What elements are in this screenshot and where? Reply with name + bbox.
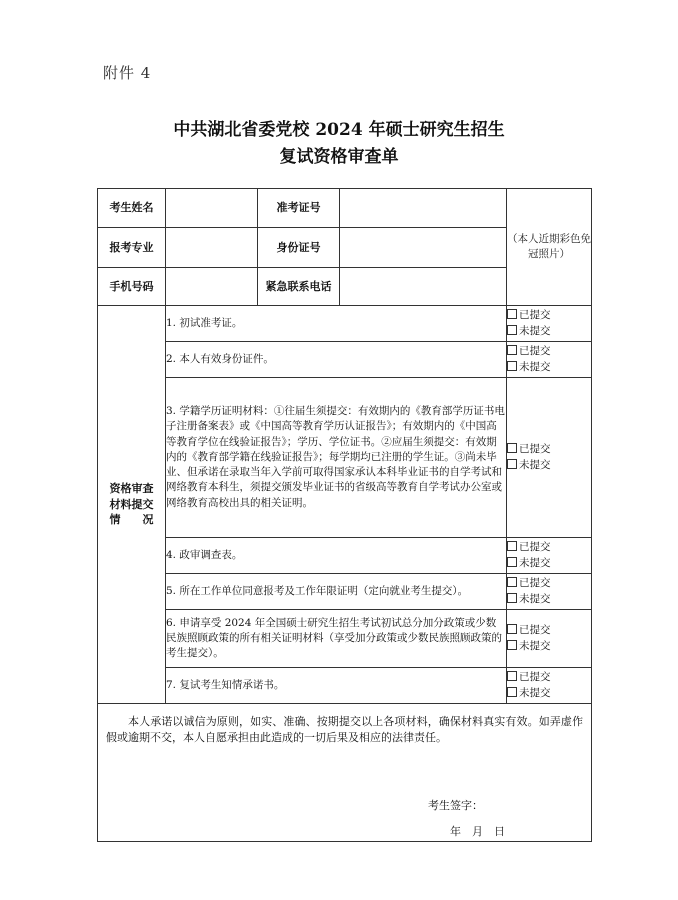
material-item: 2. 本人有效身份证件。 <box>166 342 507 378</box>
checkbox-icon[interactable] <box>507 325 517 335</box>
major-field[interactable] <box>166 228 258 268</box>
checkbox-icon[interactable] <box>507 687 517 697</box>
not-submitted-option[interactable] <box>507 458 591 473</box>
pledge-text: 本人承诺以诚信为原则，如实、准确、按期提交以上各项材料，确保材料真实有效。如弄虚作假或逾期不交，本人自愿承担由此造成的一切后果及相应的法律责任。 <box>106 715 583 744</box>
submitted-label: 已提交 <box>519 541 551 554</box>
name-label: 考生姓名 <box>98 189 166 228</box>
not-submitted-option[interactable] <box>507 556 591 571</box>
signature-label: 考生签字： <box>428 799 483 812</box>
material-item: 1. 初试准考证。 <box>166 306 507 342</box>
material-item: 3. 学籍学历证明材料：①往届生须提交：有效期内的《教育部学历证书电子注册备案表》或《中国高等教育学历认证报告》；有效期内的《中国高等教育学位在线验证报告》；学历、学位证书。②应届生须提交：有效期内的《教育部学籍在线验证报告》；每学期均已注册的学生证。③尚未毕业、但承诺在录取当年入学前可取得国家承认本科毕业证书的自学考试和网络教育本科生，须提交颁发毕业证书的省级高等教育自学考试办公室或网络教育高校出具的相关证明。 <box>166 378 507 538</box>
status-checkbox-group <box>507 574 592 610</box>
material-row <box>98 378 592 538</box>
checkbox-icon[interactable] <box>507 577 517 587</box>
exam-id-field[interactable] <box>340 189 507 228</box>
phone-label: 手机号码 <box>98 268 166 306</box>
material-item: 6. 申请享受 2024 年全国硕士研究生招生考试初试总分加分政策或少数民族照顾政策的所有相关证明材料（享受加分政策或少数民族照顾政策的考生提交）。 <box>166 610 507 668</box>
status-checkbox-group <box>507 342 592 378</box>
page-title: 中共湖北省委党校 2024 年硕士研究生招生 <box>173 120 505 140</box>
submitted-label: 已提交 <box>519 577 551 590</box>
submitted-option[interactable] <box>507 308 591 323</box>
material-row <box>98 610 592 668</box>
not-submitted-label: 未提交 <box>519 458 551 471</box>
status-checkbox-group <box>507 378 592 538</box>
emergency-phone-label: 紧急联系电话 <box>258 268 340 306</box>
not-submitted-option[interactable] <box>507 639 591 654</box>
not-submitted-option[interactable] <box>507 324 591 339</box>
submitted-label: 已提交 <box>519 624 551 637</box>
checkbox-icon[interactable] <box>507 624 517 634</box>
phone-field[interactable] <box>166 268 258 306</box>
not-submitted-option[interactable] <box>507 360 591 375</box>
materials-section-label <box>98 306 166 704</box>
checkbox-icon[interactable] <box>507 541 517 551</box>
review-form-table <box>97 188 592 842</box>
submitted-option[interactable] <box>507 576 591 591</box>
id-card-field[interactable] <box>340 228 507 268</box>
submitted-option[interactable] <box>507 670 591 685</box>
submitted-label: 已提交 <box>519 671 551 684</box>
not-submitted-label: 未提交 <box>519 592 551 605</box>
status-checkbox-group <box>507 538 592 574</box>
page-subtitle: 复试资格审查单 <box>279 147 399 167</box>
submitted-label: 已提交 <box>519 443 551 456</box>
submitted-option[interactable] <box>507 442 591 457</box>
attachment-label: 附件 4 <box>103 64 152 82</box>
emergency-phone-field[interactable] <box>340 268 507 306</box>
status-checkbox-group <box>507 306 592 342</box>
checkbox-icon[interactable] <box>507 593 517 603</box>
not-submitted-label: 未提交 <box>519 324 551 337</box>
materials-label-line3: 情 况 <box>109 513 154 527</box>
materials-label-line1: 资格审查 <box>109 481 154 495</box>
not-submitted-option[interactable] <box>507 686 591 701</box>
submitted-option[interactable] <box>507 623 591 638</box>
material-item: 5. 所在工作单位同意报考及工作年限证明（定向就业考生提交）。 <box>166 574 507 610</box>
date-label: 年 月 日 <box>450 825 505 838</box>
photo-placeholder: （本人近期彩色免冠照片） <box>507 189 592 306</box>
material-row <box>98 668 592 704</box>
exam-id-label: 准考证号 <box>258 189 340 228</box>
checkbox-icon[interactable] <box>507 671 517 681</box>
checkbox-icon[interactable] <box>507 459 517 469</box>
not-submitted-option[interactable] <box>507 592 591 607</box>
status-checkbox-group <box>507 668 592 704</box>
submitted-label: 已提交 <box>519 309 551 322</box>
material-row <box>98 574 592 610</box>
material-row <box>98 538 592 574</box>
not-submitted-label: 未提交 <box>519 556 551 569</box>
id-card-label: 身份证号 <box>258 228 340 268</box>
checkbox-icon[interactable] <box>507 361 517 371</box>
submitted-option[interactable] <box>507 540 591 555</box>
checkbox-icon[interactable] <box>507 443 517 453</box>
status-checkbox-group <box>507 610 592 668</box>
material-item: 4. 政审调查表。 <box>166 538 507 574</box>
row-name <box>98 189 592 228</box>
checkbox-icon[interactable] <box>507 309 517 319</box>
pledge-row <box>98 704 592 842</box>
checkbox-icon[interactable] <box>507 640 517 650</box>
material-item: 7. 复试考生知情承诺书。 <box>166 668 507 704</box>
not-submitted-label: 未提交 <box>519 360 551 373</box>
materials-label-line2: 材料提交 <box>109 497 154 511</box>
checkbox-icon[interactable] <box>507 557 517 567</box>
not-submitted-label: 未提交 <box>519 639 551 652</box>
pledge-cell <box>98 704 592 842</box>
not-submitted-label: 未提交 <box>519 686 551 699</box>
name-field[interactable] <box>166 189 258 228</box>
material-row <box>98 306 592 342</box>
submitted-option[interactable] <box>507 344 591 359</box>
material-row <box>98 342 592 378</box>
submitted-label: 已提交 <box>519 345 551 358</box>
checkbox-icon[interactable] <box>507 345 517 355</box>
major-label: 报考专业 <box>98 228 166 268</box>
